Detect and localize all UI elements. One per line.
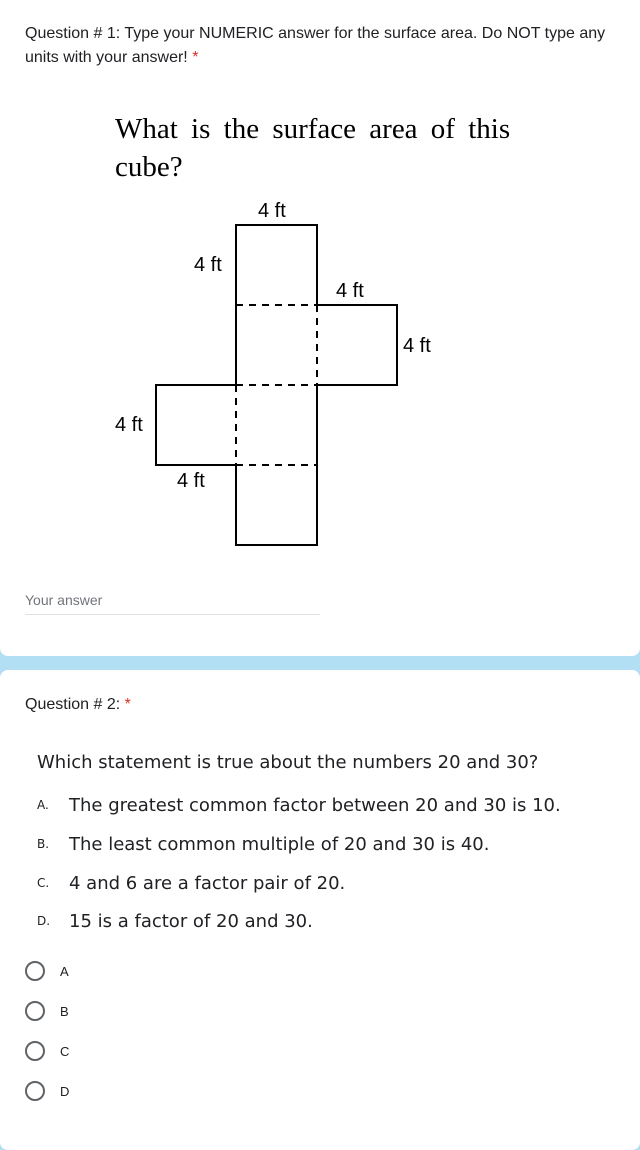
choice-d-label: D [60, 1083, 70, 1099]
choice-c[interactable] [25, 1040, 69, 1062]
statement-c [37, 873, 345, 894]
radio-button-b[interactable] [25, 1001, 45, 1021]
choice-c-label: C [60, 1043, 70, 1059]
radio-button-a[interactable] [25, 961, 45, 981]
statement-letter: D. [37, 914, 51, 928]
statement-text: The least common multiple of 20 and 30 is 40. [69, 834, 490, 855]
choice-a[interactable] [25, 960, 69, 982]
radio-button-d[interactable] [25, 1081, 45, 1101]
question-2-title-text: Question # 2: [25, 696, 121, 713]
net-label-top: 4 ft [258, 200, 286, 222]
question-2-card [0, 670, 640, 1150]
statement-letter: C. [37, 876, 50, 890]
statement-text: 4 and 6 are a factor pair of 20. [69, 873, 346, 894]
answer-input[interactable]: Your answer [25, 592, 320, 615]
choice-a-label: A [60, 963, 69, 979]
required-asterisk: * [124, 696, 131, 713]
question-1-image-title: What is the surface area of this cube? [115, 113, 511, 183]
statement-letter: B. [37, 837, 50, 851]
statement-a [37, 795, 561, 816]
net-label-left-upper: 4 ft [194, 254, 222, 276]
required-asterisk: * [192, 49, 199, 66]
statement-d [37, 911, 313, 932]
statement-b [37, 834, 489, 855]
choice-b-label: B [60, 1003, 69, 1019]
question-2-title [25, 693, 615, 717]
question-1-title [25, 22, 615, 70]
net-label-left-side: 4 ft [115, 414, 143, 436]
statement-text: The greatest common factor between 20 and 30 is 10. [69, 795, 561, 816]
question-1-title-text: Question # 1: Type your NUMERIC answer for the surface area. Do NOT type any units with your answer! [25, 25, 606, 66]
net-label-bottom-left: 4 ft [177, 470, 205, 492]
statement-text: 15 is a factor of 20 and 30. [69, 911, 313, 932]
choice-d[interactable] [25, 1080, 69, 1102]
question-2-stem: Which statement is true about the numbers 20 and 30? [37, 752, 539, 773]
choice-b[interactable] [25, 1000, 69, 1022]
radio-button-c[interactable] [25, 1041, 45, 1061]
net-label-right-side: 4 ft [403, 335, 431, 357]
statement-letter: A. [37, 798, 49, 812]
net-label-right-top: 4 ft [336, 280, 364, 302]
cube-net-diagram [100, 187, 480, 557]
